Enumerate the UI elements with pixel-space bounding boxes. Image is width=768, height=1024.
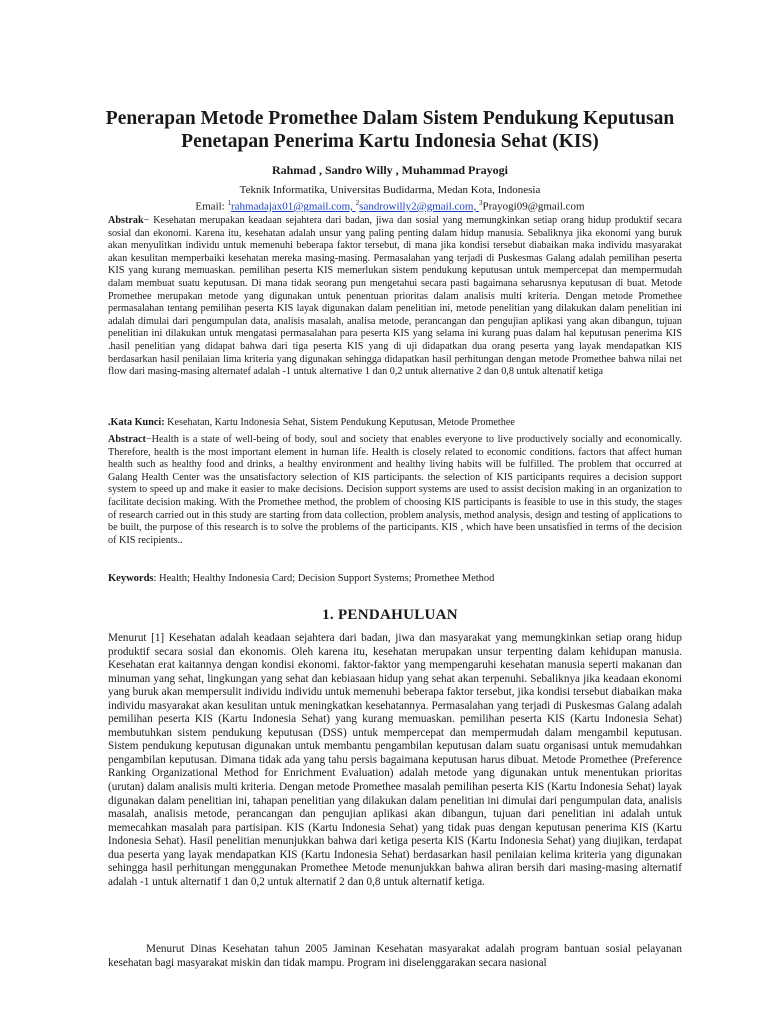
keywords-indonesian-label: .Kata Kunci: (108, 417, 168, 428)
intro-paragraph-1: Menurut [1] Kesehatan adalah keadaan sejahtera dari badan, jiwa dan masyarakat yang memungkinkan setiap orang hidup produktif secara sosial dan ekonomis. Oleh karena itu, kesehatan merupakan unsur terpenting dalam kehidupan manusia. Kesehatan erat kaitannya dengan kondisi ekonomi. faktor-faktor yang mempengaruhi kesehatan manusia seperti makanan dan minuman yang sehat, lingkungan yang sehat dan kebiasaan hidup yang sehat akan terpenuhi. Sebaliknya jika keadaan ekonomi yang buruk akan mempersulit individu individu untuk memenuhi beberapa faktor tersebut, jika kondisi tersebut diabaikan maka individu masyarakat akan kesulitan untuk meningkatkan kesehatannya. Permasalahan yang terjadi di Puskesmas Galang adalah pemilihan peserta KIS (Kartu Indonesia Sehat) yang kurang memuaskan. pemilihan peserta KIS (Kartu Indonesia Sehat) membutuhkan sistem pendukung keputusan (DSS) untuk mempercepat dan mempermudah dalam mengambil keputusan. Sistem pendukung keputusan digunakan untuk membantu pengambilan keputusan dalam suatu organisasi untuk memudahkan pengambilan keputusan. Dimana tidak ada yang tahu persis bagaimana keputusan harus dibuat. Metode Promethee (Preference Ranking Organizational Method for Enrichment Evaluation) adalah metode yang digunakan untuk menentukan prioritas (urutan) dalam analisis multi kriteria. Dengan metode Promethee masalah pemilihan peserta KIS (Kartu Indonesia Sehat) layak digunakan dalam penelitian ini, tahapan penelitian yang dilakukan dalam penelitian ini dimulai dari pengumpulan data, analisis masalah, analisis metode, perancangan dan pengujian aplikasi akan dibangun, tujuan dari penelitian ini adalah untuk memecahkan masalah para partisipan. KIS (Kartu Indonesia Sehat) yang tidak puas dengan keputusan penerima KIS (Kartu Indonesia Sehat). Hasil penelitian menunjukkan bahwa dari ketiga peserta KIS (Kartu Indonesia Sehat) yang diujikan, terdapat dua peserta yang layak mendapatkan KIS (Kartu Indonesia Sehat) berdasarkan hasil penilaian kelima kriteria yang digunakan sehingga hasil perhitungan menggunakan Promethee Metode menunjukkan bahwa aliran bersih dari masing-masing alternatif adalah -1 untuk alternatif 1 dan 0,2 untuk alternatif 2 dan 0,8 untuk alternatif ketiga. (108, 632, 682, 888)
abstract-english-label: Abstract (108, 434, 146, 445)
abstract-english (108, 434, 682, 547)
abstract-english-text: Health is a state of well-being of body, soul and society that enables everyone to live productively socially and economically. Therefore, health is the most important element in human life. Health is closely related to economic conditions. factors that affect human health such as healthy food and drinks, a healthy environment and healthy living habits will be fulfilled. The problem that occurred at Galang Health Center was the unsatisfactory selection of KIS participants. the selection of KIS participants requires a decision support system to speed up and make it easier to make decisions. Decision support systems are used to assist decision making in an organization to facilitate decision making. With the Promethee method, the problem of choosing KIS participants is feasible to use in this study, the stages of research carried out in this study are starting from data collection, problem analysis, method analysis, design and testing of applications to be built, the purpose of this research is to solve the problems of the participants. KIS , which have been unsatisfied in terms of the decision of KIS recipients.. (108, 434, 682, 546)
email-text-3: Prayogi09@gmail.com (482, 200, 585, 213)
email-superscript-3: 3 (478, 199, 483, 207)
keywords-indonesian (108, 417, 682, 430)
section-heading-pendahuluan: 1. PENDAHULUAN (322, 607, 458, 623)
email-link-1[interactable]: rahmadajax01@gmail.com, (230, 200, 356, 213)
keywords-english (108, 573, 682, 586)
keywords-english-text: : Health; Healthy Indonesia Card; Decision Support Systems; Promethee Method (153, 573, 495, 584)
abstract-indonesian-label: Abstrak (108, 215, 144, 226)
paper-title-line-1: Penerapan Metode Promethee Dalam Sistem Pendukung Keputusan (105, 108, 675, 129)
email-superscript-2: 2 (355, 199, 360, 207)
affiliation: Teknik Informatika, Universitas Budidarma, Medan Kota, Indonesia (239, 184, 541, 196)
email-superscript-1: 1 (227, 199, 231, 207)
abstract-english-dash: − (145, 434, 152, 445)
paper-title (60, 107, 720, 153)
keywords-indonesian-text: Kesehatan, Kartu Indonesia Sehat, Sistem Pendukung Keputusan, Metode Promethee (167, 417, 515, 428)
email-label: Email: (195, 200, 228, 213)
paper-title-line-2: Penetapan Penerima Kartu Indonesia Sehat (KIS) (181, 131, 599, 152)
author-list: Rahmad , Sandro Willy , Muhammad Prayogi (271, 163, 509, 177)
keywords-english-label: Keywords (108, 573, 154, 584)
affiliation-block (60, 184, 720, 214)
abstract-indonesian-dash: − (143, 215, 154, 226)
abstract-indonesian-text: Kesehatan merupakan keadaan sejahtera dari badan, jiwa dan sosial yang memungkinkan setiap orang hidup produktif secara sosial dan ekonomi. Karena itu, kesehatan adalah unsur yang paling penting dalam hidup manusia. Sebaliknya jika ekonomi yang buruk akan menyulitkan individu untuk memenuhi beberapa faktor tersebut, di mana jika kondisi tersebut diabaikan maka individu masyarakat akan kesulitan memperbaiki kesehatan mereka masing-masing. Permasalahan yang terjadi di Puskesmas Galang adalah pemilihan peserta KIS yang kurang memuaskan. pemilihan peserta KIS memerlukan sistem pendukung keputusan untuk mempercepat dan mempermudah dalam membuat suatu keputusan. Di mana tidak seorang pun mengetahui secara pasti bagaimana seharusnya keputusan di buat. Metode Promethee merupakan metode yang digunakan untuk penentuan prioritas dalam analisis multi kriteria. Dengan metode Promethee permasalahan tentang pemilihan peserta KIS layak digunakan dalam penelitian ini, metode penelitian yang dilakukan dalam penelitian ini adalah dimulai dari pengumpulan data, analisis masalah, analisa metode, perancangan dan pengujian aplikasi yang akan dibangun, tujuan penelitian ini dilakukan untuk mengatasi permasalahan para peserta KIS yang selama ini kurang puas dalam hal keputusan penerima KIS .hasil penelitian yang didapat bahwa dari tiga peserta KIS yang di uji didapatkan dua orang peserta yang layak mendapatkan KIS berdasarkan hasil penilaian lima kriteria yang digunakan sehingga didapatkan hasil perhitungan dengan metode Promethee bahwa nilai net flow dari masing-masing alternatef adalah -1 untuk alternative 1 dan 0,2 untuk alternative 2 dan 0,8 untuk altenatif ketiga (108, 215, 682, 378)
email-line (60, 197, 720, 214)
abstract-indonesian (108, 215, 682, 379)
intro-paragraph-2: Menurut Dinas Kesehatan tahun 2005 Jaminan Kesehatan masyarakat adalah program bantuan sosial pelayanan kesehatan bagi masyarakat miskin dan tidak mampu. Program ini diselenggarakan secara nasional (108, 943, 682, 969)
email-link-2[interactable]: sandrowilly2@gmail.com, (359, 200, 479, 213)
